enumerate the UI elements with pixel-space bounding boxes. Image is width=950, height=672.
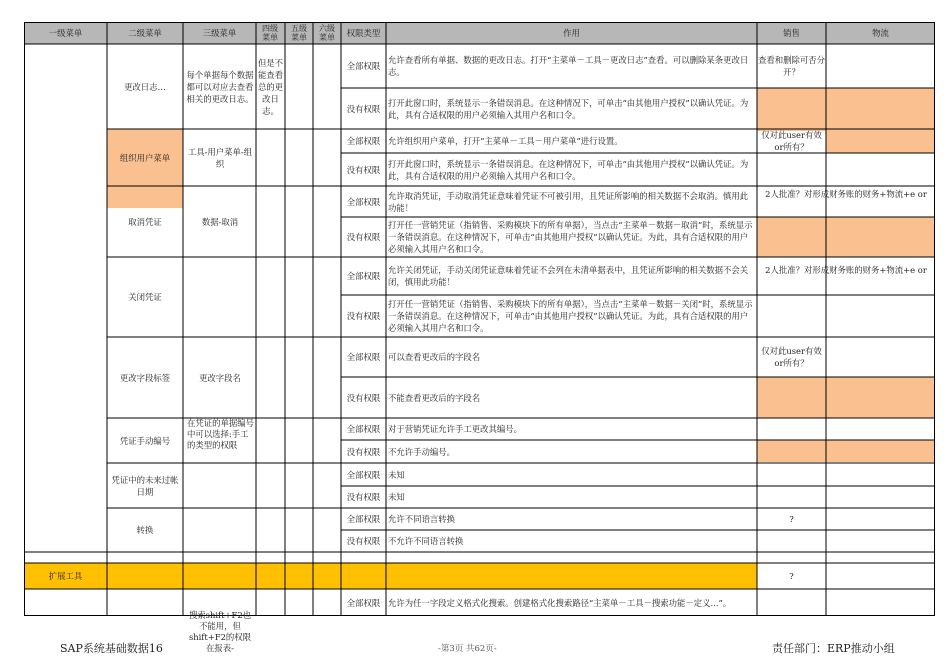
search-level3: 搜索shift+F2也不能用，但shift+F2的权限在报表- [188,610,252,653]
highlight-changelog-sales [757,88,826,131]
close-full-desc: 允许关闭凭证，手动关闭凭证意味着凭证不会列在未清单据表中，且凭证所影响的相关数据不会关闭，慎用此功能！ [388,265,749,287]
close-level2: 关闭凭证 [128,292,162,302]
cancel-full-sales: 2人批准？对形成财务账的财务+物流+e or [765,189,927,199]
close-full-sales: 2人批准？对形成财务账的财务+物流+e or [765,265,927,275]
usermenu-none-perm: 没有权限 [346,164,381,175]
fieldlabel-full-sales: 仅对此user有效or所有？ [761,346,822,368]
fieldlabel-none-perm: 没有权限 [346,392,381,403]
fieldlabel-level3: 更改字段名 [199,372,241,383]
footer-title: SAP系统基础数据16 [60,642,163,655]
usermenu-level3: 工具-用户菜单-组织 [187,146,253,169]
fieldlabel-full-desc: 可以查看更改后的字段名 [388,352,481,362]
translate-none-perm: 没有权限 [346,536,381,546]
highlight-cancel-sales [757,217,826,257]
header-function: 作用 [563,28,580,38]
usermenu-full-desc: 允许组织用户菜单，打开“主菜单－工具－用户菜单”进行设置。 [388,136,623,146]
fieldlabel-full-perm: 全部权限 [346,352,381,362]
manualno-full-desc: 对于营销凭证允许手工更改其编号。 [388,424,522,434]
header-level5: 五级菜单 [291,24,307,42]
manualno-none-desc: 不允许手动编号。 [388,446,455,457]
manualno-none-perm: 没有权限 [346,446,381,457]
highlight-changelog-logistics [826,88,935,131]
future-full-perm: 全部权限 [346,469,381,480]
header-level6: 六级菜单 [319,24,335,42]
usermenu-full-perm: 全部权限 [346,136,381,146]
usermenu-full-sales: 仅对此user有效or所有？ [761,130,822,152]
cancel-full-perm: 全部权限 [346,196,381,207]
highlight-extension-row [24,563,757,589]
future-full-desc: 未知 [388,469,405,480]
header-level4: 四级菜单 [262,24,278,42]
ext-sales: ? [789,571,794,581]
header-sales: 销售 [783,28,800,38]
manualno-level2: 凭证手动编号 [119,435,171,446]
cancel-full-desc: 允许取消凭证，手动取消凭证意味着凭证不可被引用，且凭证所影响的相关数据不会取消。慎用此功能！ [388,190,749,213]
highlight-field-logistics [826,377,935,418]
changelog-none-perm: 没有权限 [346,103,381,114]
changelog-none-desc: 打开此窗口时，系统显示一条错误消息。在这种情况下，可单击“由其他用户授权”以确认凭证。为此，具有合适权限的用户必须输入其用户名和口令。 [388,97,749,120]
translate-full-desc: 允许不同语言转换 [388,514,455,524]
highlight-cancel-logistics [826,217,935,257]
highlight-usermenu-logistics [826,131,935,153]
footer-department: 责任部门：ERP推动小组 [772,642,895,655]
close-none-perm: 没有权限 [346,311,381,321]
footer-page-number: -第3页 共62页- [438,644,497,654]
translate-none-desc: 不允许不同语言转换 [388,536,464,546]
header-logistics: 物流 [872,28,889,38]
search-full-desc: 允许为任一字段定义格式化搜索。创建格式化搜索路径“主菜单－工具－搜索功能－定义...”。 [388,597,732,608]
fieldlabel-level2: 更改字段标签 [119,372,171,383]
header-level3: 三级菜单 [202,28,237,38]
ext-level1: 扩展工具 [48,571,83,581]
highlight-manualno-sales [757,440,826,462]
changelog-level3: 每个单据每个数据都可以对应去查看相关的更改日志。 [186,69,254,104]
close-none-desc: 打开任一营销凭证（指销售、采购模块下的所有单据），当点击“主菜单－数据－关闭”时，系统显示一条错误消息。在这种情况下，可单击“由其他用户授权”以确认凭证。为此，具有合适权限的用户必须输入其用户名和口令。 [388,299,753,333]
header-permission-type: 权限类型 [346,28,381,38]
cancel-level3: 数据-取消 [201,216,239,227]
changelog-level2: 更改日志… [124,81,166,92]
usermenu-none-desc: 打开此窗口时，系统显示一条错误消息。在这种情况下，可单击“由其他用户授权”以确认凭证。为此，具有合适权限的用户必须输入其用户名和口令。 [388,158,749,181]
fieldlabel-none-desc: 不能查看更改后的字段名 [388,392,481,403]
translate-level2: 转换 [136,525,154,535]
cancel-level2: 取消凭证 [128,216,162,227]
manualno-level3: 在凭证的单据编号中可以选择:手工的类型的权限 [187,418,254,450]
highlight-manualno-logistics [826,440,935,462]
future-level2: 凭证中的未来过帐日期 [111,474,179,497]
changelog-full-sales: 查看和删除可否分开？ [758,55,825,77]
header-level1: 一级菜单 [48,28,83,38]
translate-full-perm: 全部权限 [346,514,381,524]
cancel-none-desc: 打开任一营销凭证（指销售、采购模块下的所有单据），当点击“主菜单－数据－取消”时，系统显示一条错误消息。在这种情况下，可单击“由其他用户授权”以确认凭证。为此，具有合适权限的用户必须输入其用户名和口令。 [388,220,753,254]
header-level2: 二级菜单 [128,28,162,38]
highlight-field-sales [757,377,826,418]
changelog-level4: 但是不能查看总的更改日志。 [257,57,284,116]
changelog-full-desc: 允许查看所有单据、数据的更改日志。打开“主菜单－工具－更改日志”查看。可以删除某条更改日志。 [388,55,749,77]
translate-full-sales: ? [789,514,794,524]
future-none-perm: 没有权限 [346,492,381,502]
future-none-desc: 未知 [388,492,405,502]
manualno-full-perm: 全部权限 [346,424,381,434]
cancel-none-perm: 没有权限 [346,232,381,242]
search-full-perm: 全部权限 [346,597,381,608]
changelog-full-perm: 全部权限 [346,61,381,71]
close-full-perm: 全部权限 [346,271,381,281]
usermenu-level2: 组织用户菜单 [119,152,171,163]
